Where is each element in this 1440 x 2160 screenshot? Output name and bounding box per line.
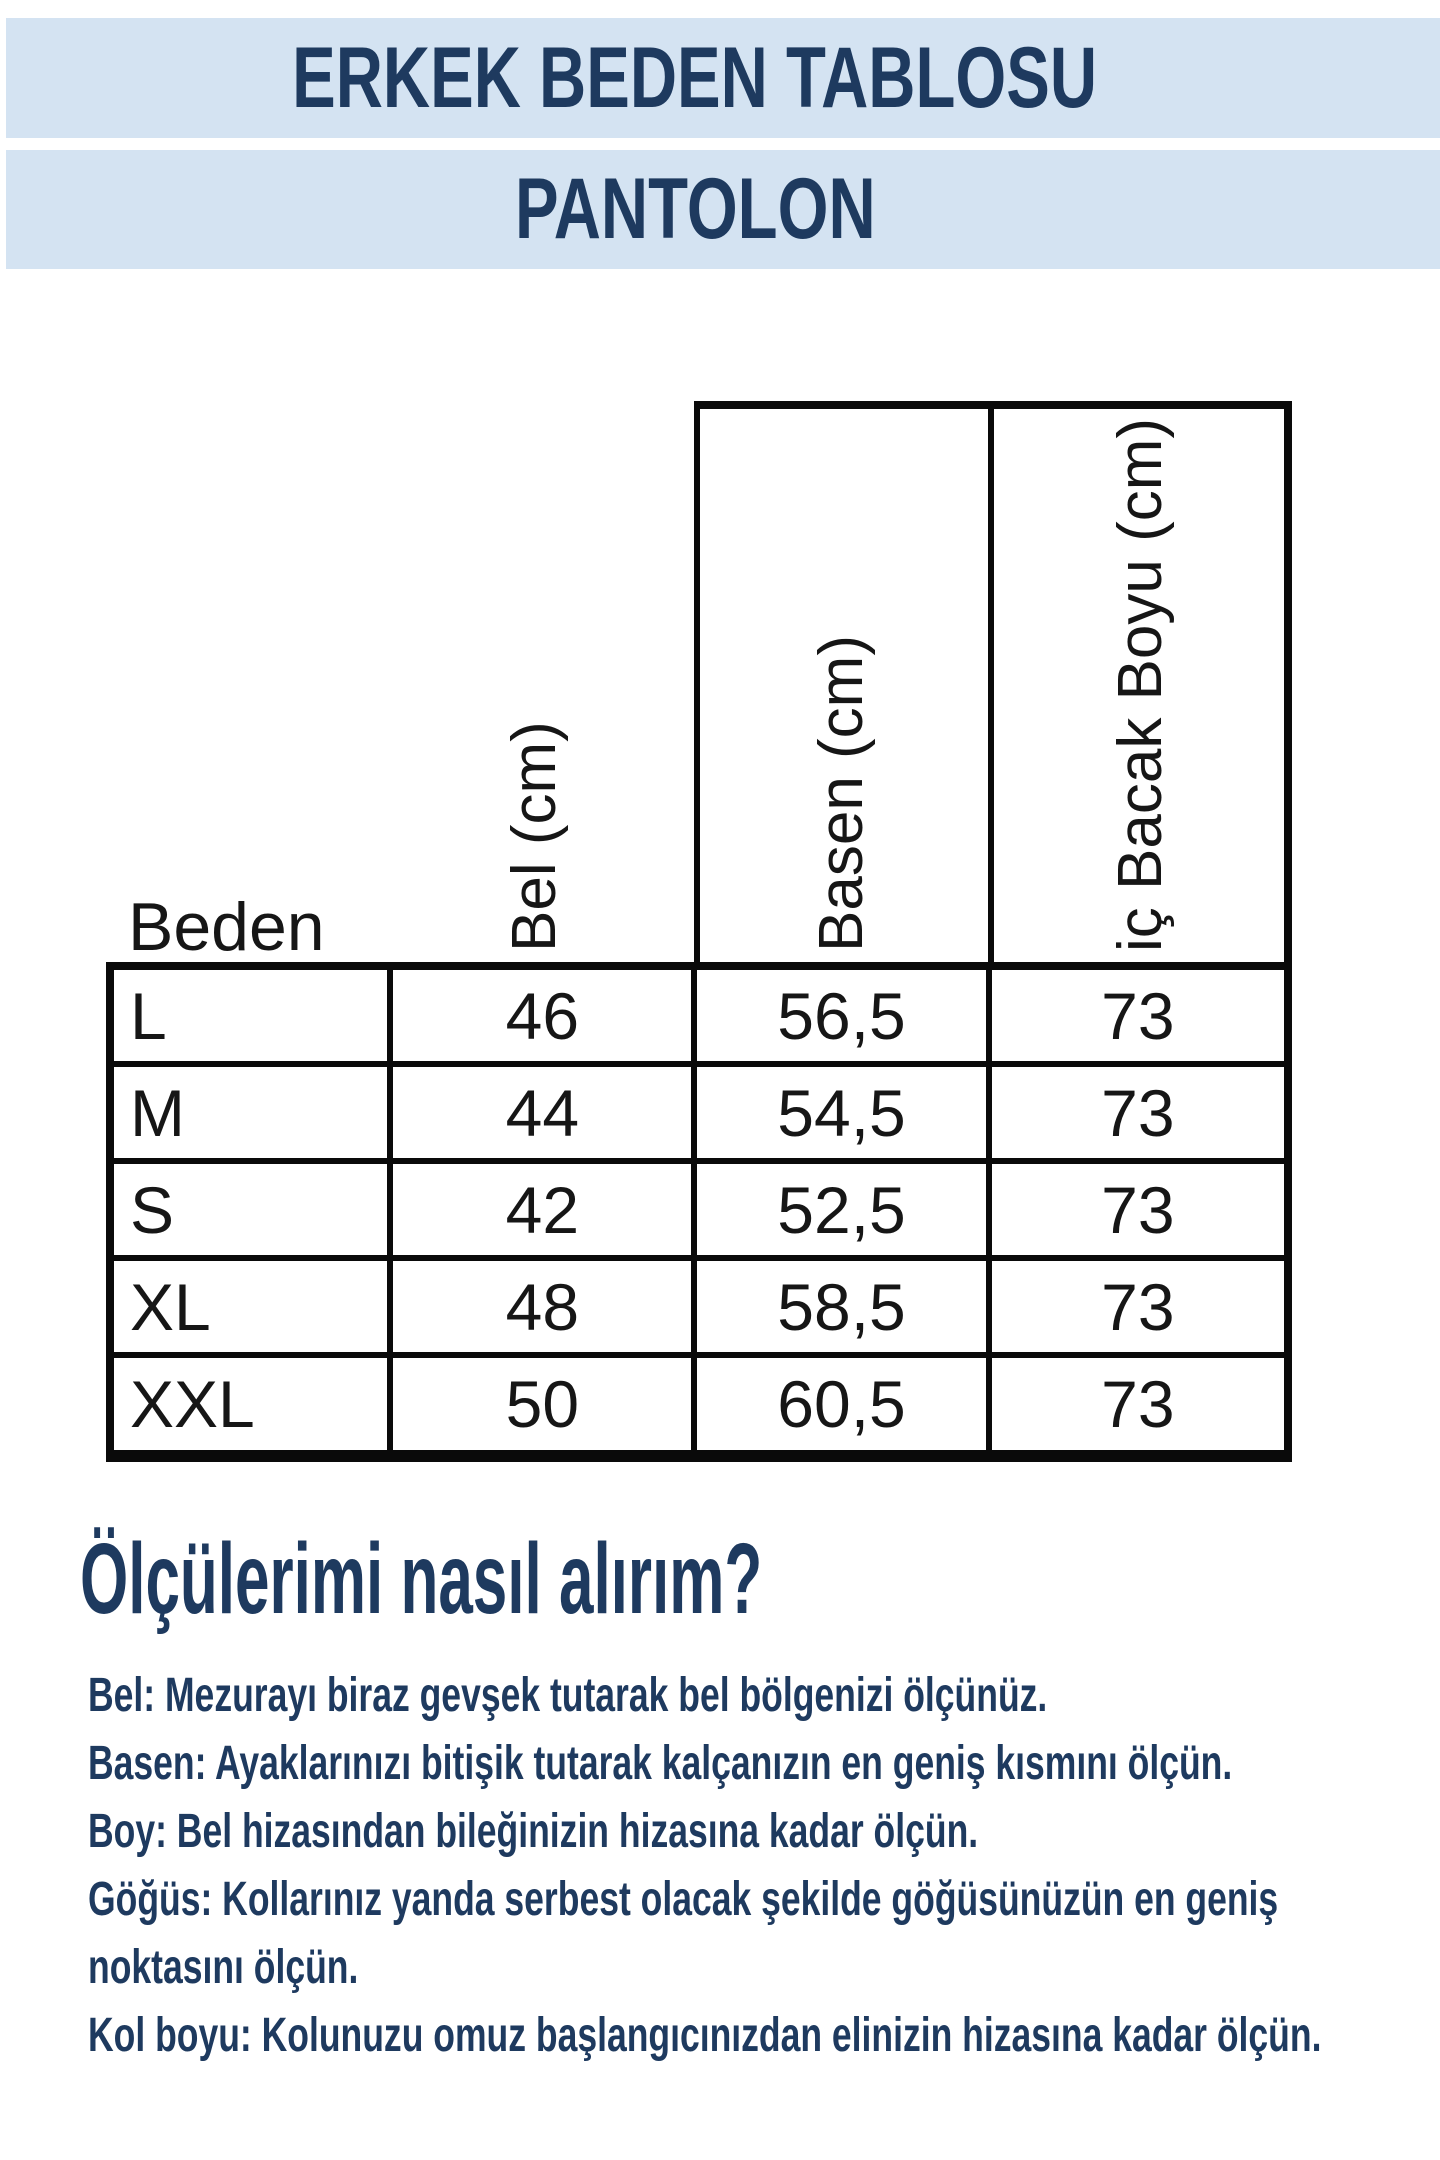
instructions-body (88, 1662, 1440, 2070)
ic-bacak-cell: 73 (989, 1258, 1288, 1355)
basen-cell: 60,5 (694, 1355, 989, 1456)
size-cell: XXL (110, 1355, 390, 1456)
table-row (110, 1355, 1288, 1456)
column-header-bel: Bel (cm) (500, 721, 569, 952)
size-cell: L (110, 966, 390, 1064)
bel-cell: 46 (390, 966, 694, 1064)
row-header-label: Beden (128, 889, 325, 965)
instruction-line-kol-boyu: Kol boyu: Kolunuzu omuz başlangıcınızdan elinizin hizasına kadar ölçün. (88, 2009, 1322, 2062)
instructions-heading: Ölçülerimi nasıl alırım? (80, 1523, 763, 1635)
basen-cell: 54,5 (694, 1064, 989, 1161)
table-row (110, 1258, 1288, 1355)
table-row (110, 1161, 1288, 1258)
header-box-divider (988, 409, 994, 967)
instruction-line-gogus: Göğüs: Kollarınız yanda serbest olacak şekilde göğüsünüzün en geniş (88, 1873, 1279, 1926)
basen-cell: 56,5 (694, 966, 989, 1064)
instruction-line-basen: Basen: Ayaklarınızı bitişik tutarak kalçanızın en geniş kısmını ölçün. (88, 1737, 1233, 1790)
bel-cell: 42 (390, 1161, 694, 1258)
main-title: ERKEK BEDEN TABLOSU (292, 29, 1098, 126)
header-columns-box (694, 401, 1292, 967)
size-cell: M (110, 1064, 390, 1161)
table-row (110, 1064, 1288, 1161)
column-header-ic-bacak: iç Bacak Boyu (cm) (1106, 417, 1175, 952)
size-cell: XL (110, 1258, 390, 1355)
ic-bacak-cell: 73 (989, 1355, 1288, 1456)
size-cell: S (110, 1161, 390, 1258)
basen-cell: 52,5 (694, 1161, 989, 1258)
bel-cell: 44 (390, 1064, 694, 1161)
bel-cell: 50 (390, 1355, 694, 1456)
instruction-line-gogus-cont: noktasını ölçün. (88, 1941, 359, 1994)
sub-title-bar (6, 150, 1440, 269)
basen-cell: 58,5 (694, 1258, 989, 1355)
sub-title: PANTOLON (514, 161, 876, 257)
instruction-line-boy: Boy: Bel hizasından bileğinizin hizasına kadar ölçün. (88, 1805, 979, 1858)
column-header-basen: Basen (cm) (807, 635, 876, 952)
ic-bacak-cell: 73 (989, 1064, 1288, 1161)
main-title-bar (6, 18, 1440, 138)
bel-cell: 48 (390, 1258, 694, 1355)
table-row (110, 966, 1288, 1064)
ic-bacak-cell: 73 (989, 1161, 1288, 1258)
size-table (106, 962, 1292, 1462)
ic-bacak-cell: 73 (989, 966, 1288, 1064)
instruction-line-bel: Bel: Mezurayı biraz gevşek tutarak bel bölgenizi ölçünüz. (88, 1669, 1048, 1722)
